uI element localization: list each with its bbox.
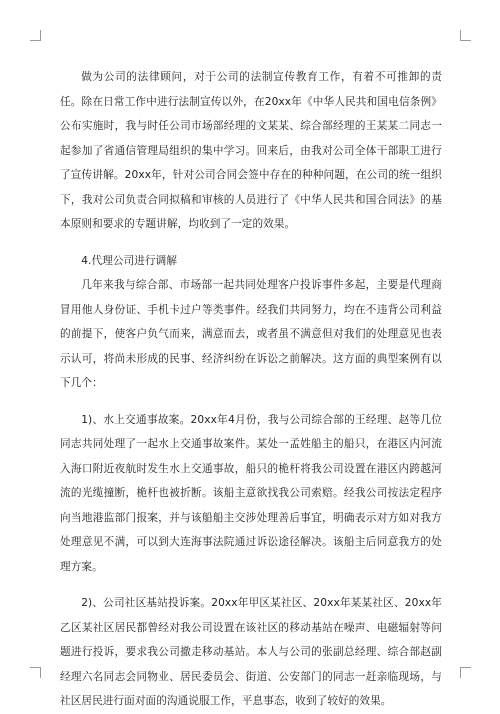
crop-mark-bottom-left	[30, 667, 41, 678]
crop-mark-top-right	[460, 30, 471, 41]
crop-mark-top-left	[30, 30, 41, 41]
paragraph-customer-complaints: 几年来我与综合部、市场部一起共同处理客户投诉事件多起，主要是代理商冒用他人身份证、手机卡过户等类事件。经我们共同努力，均在不违背公司利益的前提下，使客户负气而来，满意而去，或者虽不满意但对我们的处理意见也表示认可，将尚未形成的民事、经济纠纷在诉讼之前解决。这方面的典型案例有以下几个：	[60, 279, 442, 389]
paragraph-case-water-accident: 1)、水上交通事故案。20xx年4月份，我与公司综合部的王经理、赵等几位同志共同处理了一起水上交通事故案件。某处一孟姓船主的船只，在港区内河流入海口附近夜航时发生水上交通事故，船只的桅杆将我公司设置在港区内跨越河流的光缆撞断，桅杆也被折断。该船主意欲找我公司索赔。经我公司按法定程序向当地港监部门报案，并与该船船主交涉处理善后事宜，明确表示对方如对我方处理意见不满，可以到大连海事法院通过诉讼途径解决。该船主后同意我方的处理方案。	[60, 413, 442, 573]
document-body	[60, 65, 442, 714]
paragraph-legal-publicity: 做为公司的法律顾问，对于公司的法制宣传教育工作，有着不可推卸的责任。除在日常工作中进行法制宣传以外，在20xx年《中华人民共和国电信条例》公布实施时，我与时任公司市场部经理的文某某、综合部经理的王某某二同志一起参加了省通信管理局组织的集中学习。回来后，由我对公司全体干部职工进行了宣传讲解。20xx年，针对公司合同会签中存在的种种问题，在公司的统一组织下，我对公司负责合同拟稿和审核的人员进行了《中华人民共和国合同法》的基本原则和要求的专题讲解，均收到了一定的效果。	[60, 71, 442, 230]
crop-mark-bottom-right	[460, 667, 471, 678]
section-heading-mediation: 4.代理公司进行调解	[81, 254, 178, 267]
paragraph-case-base-station: 2)、公司社区基站投诉案。20xx年甲区某社区、20xx年某某社区、20xx年乙区某社区居民都曾经对我公司设置在该社区的移动基站在噪声、电磁辐射等问题进行投诉，要求我公司撤走移动基站。本人与公司的张副总经理、综合部赵副经理六名同志会同物业、居民委员会、街道、公安部门的同志一赶亲临现场，与社区居民进行面对面的沟通说服工作，平息事态，收到了较好的效果。	[60, 597, 442, 707]
